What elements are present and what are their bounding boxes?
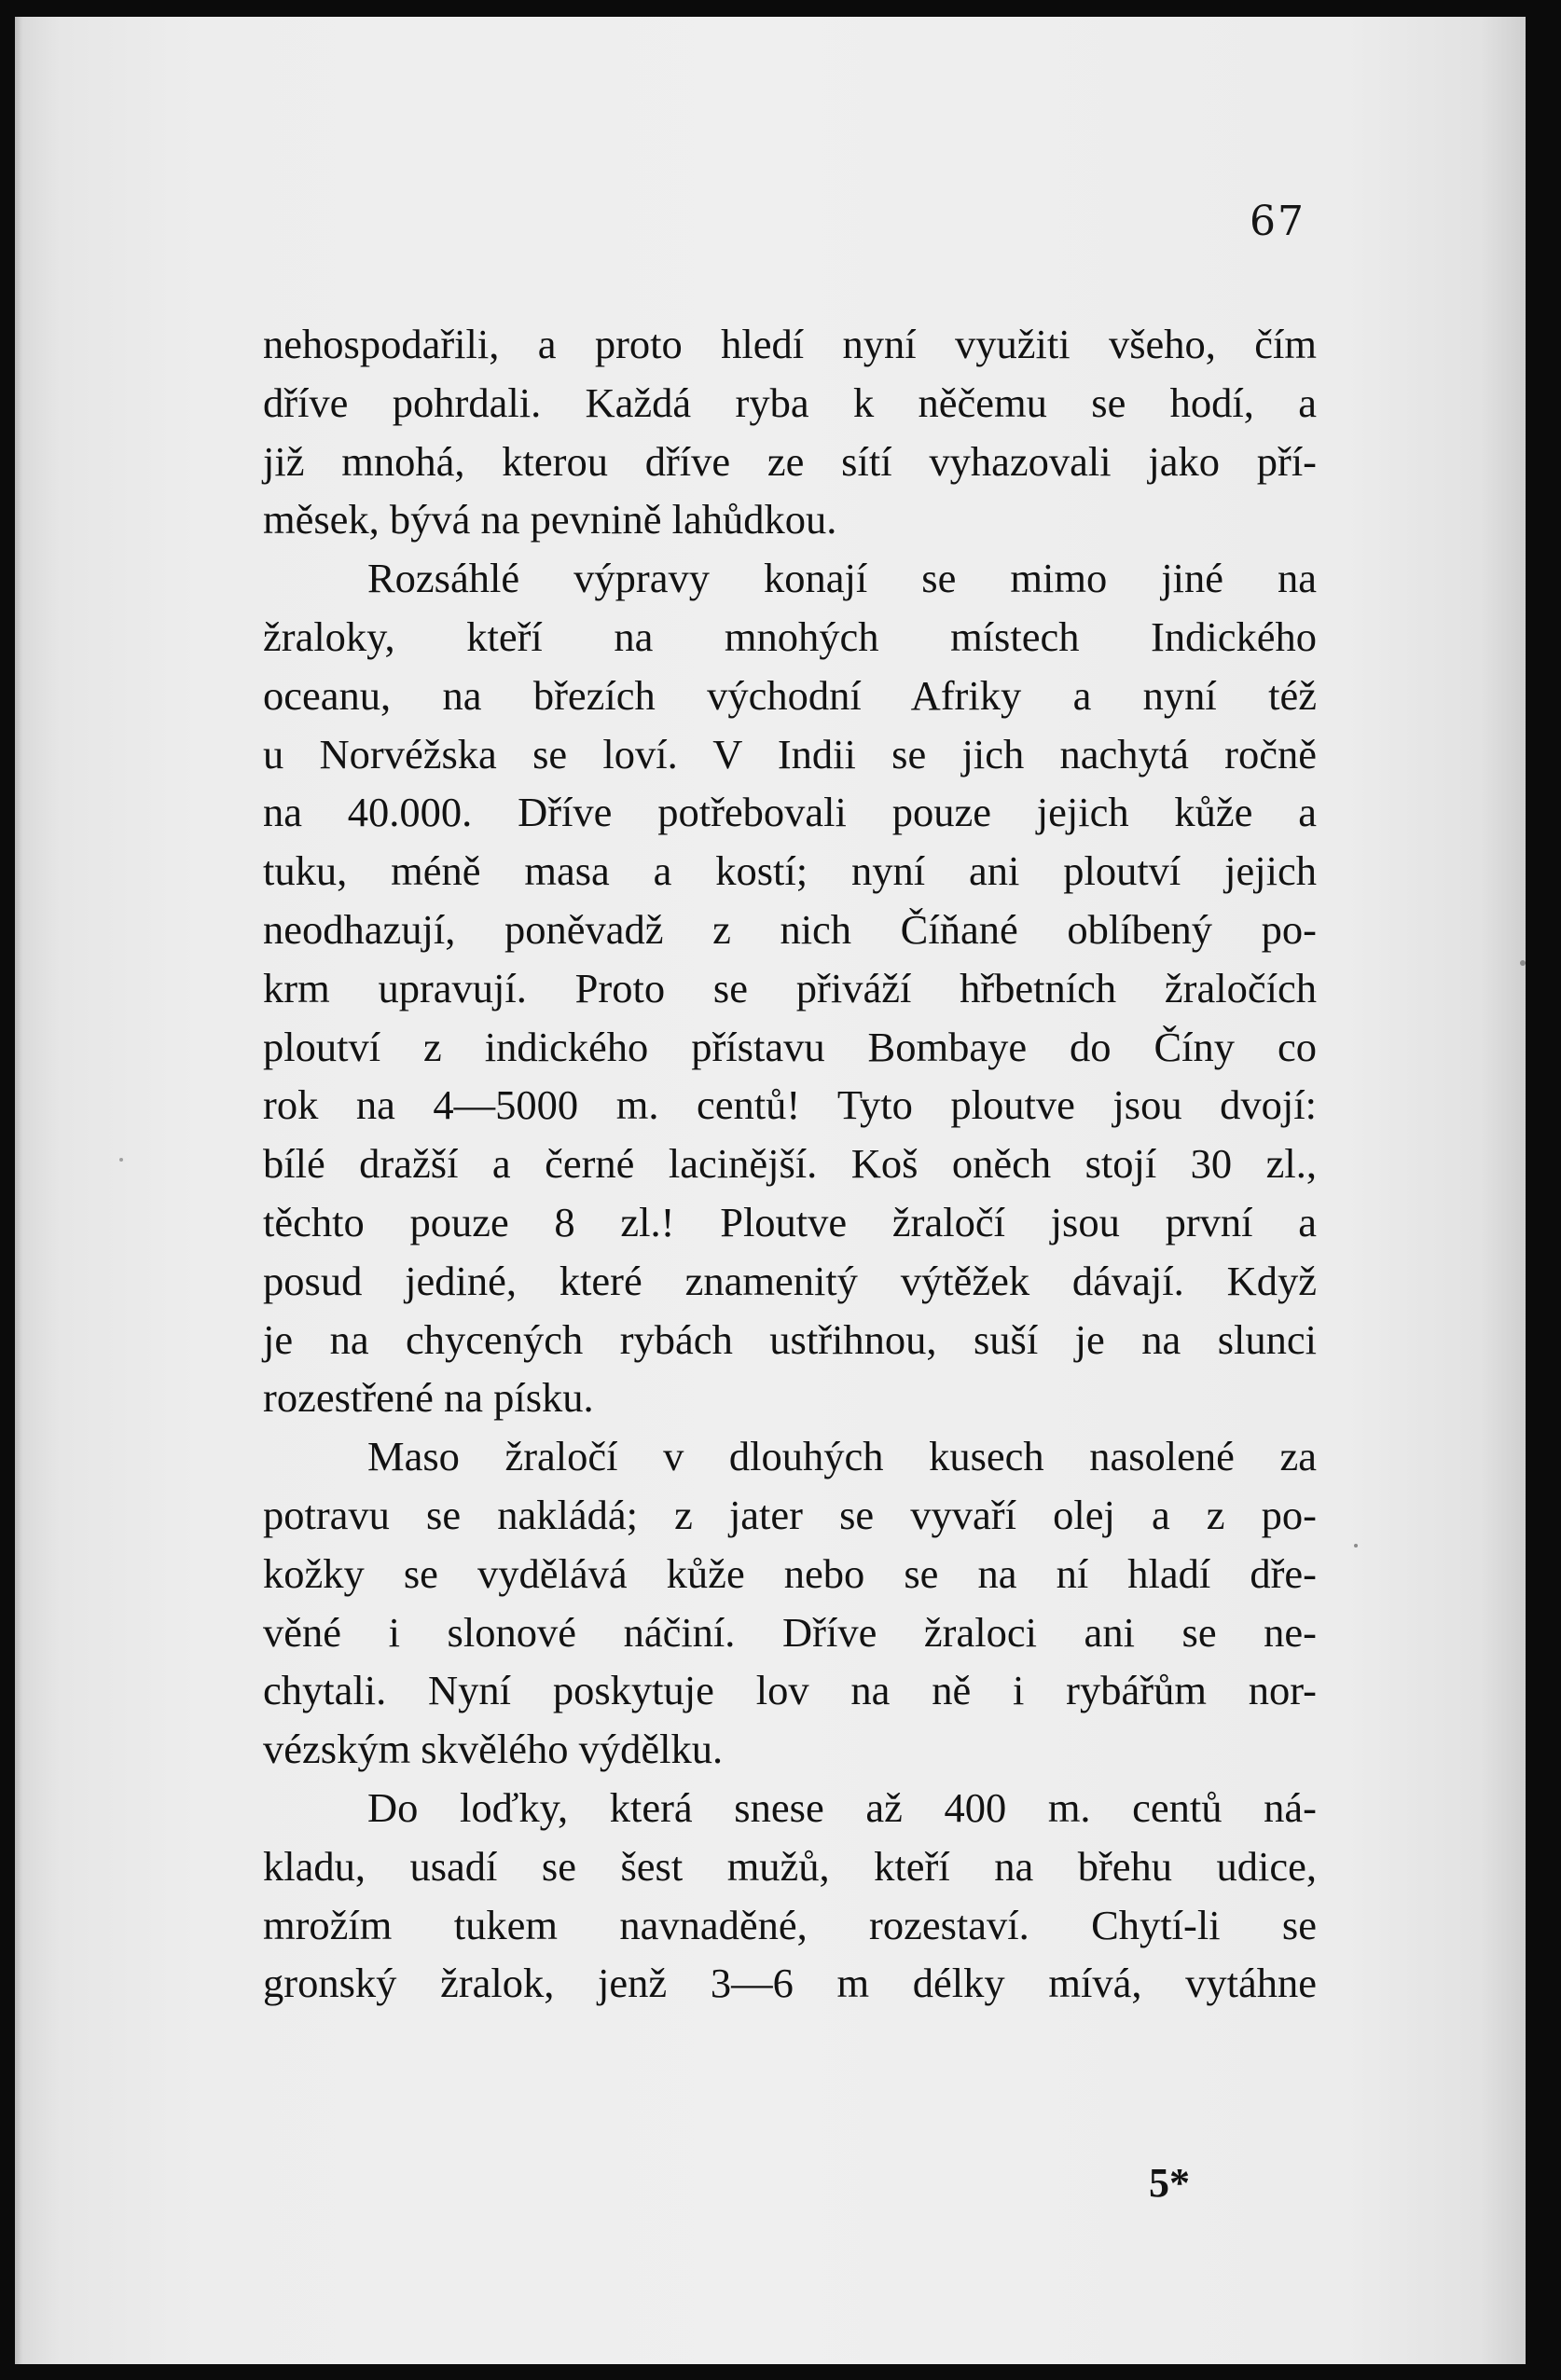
page-number: 67 <box>1250 198 1305 245</box>
page-gutter-shadow <box>15 17 22 2364</box>
text-line: dříve pohrdali. Každá ryba k něčemu se hodí, a <box>263 378 1317 426</box>
text-line: Do loďky, která snese až 400 m. centů ná- <box>367 1783 1317 1831</box>
text-line: rok na 4—5000 m. centů! Tyto ploutve jsou dvojí: <box>263 1081 1317 1129</box>
text-line: již mnohá, kterou dříve ze sítí vyhazovali jako pří- <box>263 437 1317 485</box>
text-line: posud jediné, které znamenitý výtěžek dávají. Když <box>263 1257 1317 1304</box>
text-line: krm upravují. Proto se přiváží hřbetních žraločích <box>263 964 1317 1011</box>
text-line: je na chycených rybách ustřihnou, suší je na slunci <box>263 1315 1317 1363</box>
text-line: rozestřené na písku. <box>263 1374 594 1422</box>
text-line: u Norvéžska se loví. V Indii se jich nachytá ročně <box>263 730 1317 777</box>
text-line: neodhazují, poněvadž z nich Číňané oblíbený po- <box>263 905 1317 953</box>
text-line: mrožím tukem navnaděné, rozestaví. Chytí-li se <box>263 1901 1317 1948</box>
paper-speck <box>1354 1544 1358 1548</box>
text-line: gronský žralok, jenž 3—6 m délky mívá, vytáhne <box>263 1960 1317 2007</box>
text-line: žraloky, kteří na mnohých místech Indického <box>263 612 1317 660</box>
paper-speck <box>119 1158 123 1162</box>
text-line: nehospodařili, a proto hledí nyní využiti všeho, čím <box>263 321 1317 367</box>
text-line: Rozsáhlé výpravy konají se mimo jiné na <box>367 555 1317 602</box>
text-line: kladu, usadí se šest mužů, kteří na břehu udice, <box>263 1842 1317 1890</box>
text-line: ploutví z indického přístavu Bombaye do Číny co <box>263 1023 1317 1070</box>
paper-speck <box>1520 960 1526 966</box>
text-line: těchto pouze 8 zl.! Ploutve žraločí jsou první a <box>263 1198 1317 1245</box>
text-line: vézským skvělého výdělku. <box>263 1726 724 1773</box>
scan-right-edge <box>1526 0 1561 2380</box>
body-text <box>263 315 1317 2013</box>
text-line: tuku, méně masa a kostí; nyní ani ploutví jejich <box>263 847 1317 895</box>
text-line: bílé dražší a černé lacinější. Koš oněch stojí 30 zl., <box>263 1140 1317 1188</box>
text-line: kožky se vydělává kůže nebo se na ní hladí dře- <box>263 1549 1317 1597</box>
text-line: chytali. Nyní poskytuje lov na ně i rybářům nor- <box>263 1667 1317 1714</box>
text-line: Maso žraločí v dlouhých kusech nasolené za <box>367 1433 1317 1480</box>
text-line: věné i slonové náčiní. Dříve žraloci ani se ne- <box>263 1608 1317 1656</box>
signature-mark: 5* <box>1149 2160 1190 2206</box>
text-line: potravu se nakládá; z jater se vyvaří olej a z po- <box>263 1491 1317 1538</box>
text-line: oceanu, na březích východní Afriky a nyní též <box>263 671 1317 719</box>
text-line: měsek, bývá na pevnině lahůdkou. <box>263 496 837 543</box>
text-line: na 40.000. Dříve potřebovali pouze jejich kůže a <box>263 789 1317 836</box>
